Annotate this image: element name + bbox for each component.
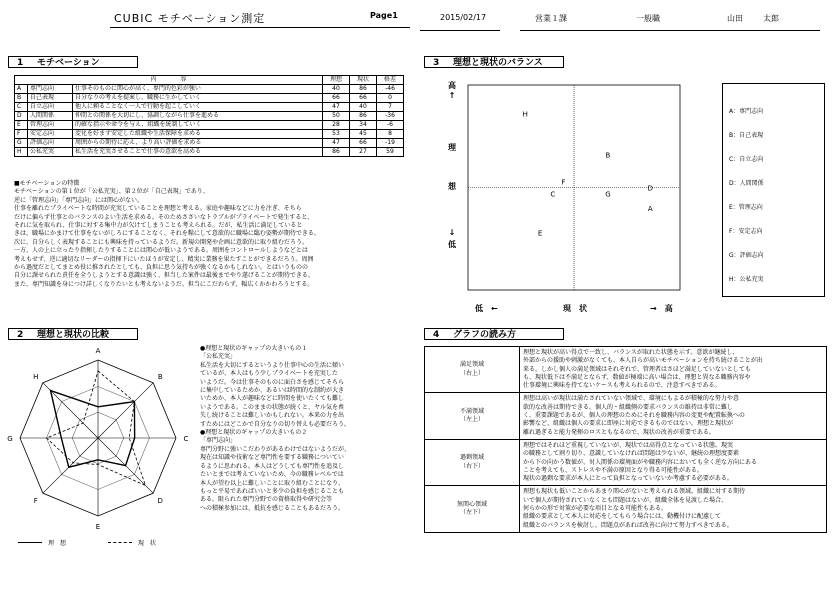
guide-row-text-cell <box>520 439 827 485</box>
legend-item: E：管理志向 <box>729 204 763 211</box>
gap1-line: いようである。このままの状態が続くと、ヤル気を喪 <box>200 403 344 411</box>
table-row <box>15 103 404 112</box>
legend-item: H：公私充実 <box>729 276 764 283</box>
guide-row-label-cell <box>425 393 520 439</box>
scatter-point-label: G <box>605 190 611 199</box>
table-row <box>15 139 404 148</box>
gap1-heading: ●理想と現状のギャップの大きいもの１ <box>200 345 308 352</box>
row-name: 自立志向 <box>28 103 73 112</box>
gap2-line: への積極参加には、抵抗を感じることもあるだろう。 <box>200 504 345 512</box>
guide-row-line: 理想も現状も低いことからあまり関心がないと考えられる領域。組織に対する期待 <box>523 488 746 496</box>
x-axis-title: 現 状 <box>563 304 587 313</box>
gap2-line: ある。限られた専門分野での資格取得や研究会等 <box>200 496 333 504</box>
row-gap: 0 <box>377 94 404 103</box>
row-letter: H <box>15 148 28 157</box>
guide-row-label-cell <box>425 486 520 532</box>
gap2-item: 「専門志向」 <box>200 437 237 445</box>
gap1-line: いためか、本人が趣味などに時間を使いたくても難し <box>200 395 345 403</box>
row-name: 安定志向 <box>28 130 73 139</box>
gap1-line: すためにはどこかで自分なりの切り替えも必要だろう。 <box>200 420 351 428</box>
row-gap: -46 <box>377 85 404 94</box>
guide-row-line: から下の向かう数値が、対人関係の環境面がや職務内容においても全く逆な方向にある <box>523 458 758 466</box>
reading-guide-table <box>424 346 827 533</box>
row-description: 的確な指示や命令を与え、組織を統制していく <box>73 121 323 130</box>
guide-row-sublabel: （右下） <box>459 462 484 470</box>
table-row <box>15 148 404 157</box>
balance-legend <box>722 83 825 297</box>
section4-header <box>424 328 564 340</box>
traits-line: 考えもせず、逆に適切なリーダーの指揮下にいたほうが安定し、精実に業務を果たすことができるだろう。周囲 <box>14 255 314 263</box>
guide-row-sublabel: （左下） <box>459 509 484 517</box>
row-description: 変化を好まず安定した組織や生活保障を求める <box>73 130 323 139</box>
row-gap: -19 <box>377 139 404 148</box>
section3-number: 3 <box>433 58 440 68</box>
radar-axis-label: G <box>7 435 13 443</box>
guide-row-line: 欲的な改善は期待できる。個人的・組織側の要求バランスの維持は非常に難し <box>523 403 733 411</box>
traits-line: から過度だとしてまとめ役に推されたとしても、負担に思う気持ちが強くなるかもしれない。とはいうものの <box>14 264 309 272</box>
report-title: CUBIC モチベーション測定 <box>114 12 266 25</box>
traits-line: 仕事を離れたプライベートな時間が充実していることを理想と考える。家庭や趣味などに力を注ぎ、そちら <box>14 205 302 213</box>
gap1-line: 私生活を大切にするというより仕事中心の生活に傾い <box>200 361 345 369</box>
row-gap: 59 <box>377 148 404 157</box>
row-description: 他人に頼ることなく一人で行動を起こしていく <box>73 103 323 112</box>
position: 一般職 <box>636 14 660 23</box>
row-description: 仕事そのものに関心が高く、専門的色彩が強い <box>73 85 323 94</box>
guide-row-line: ことを考えても、ストレスや不満の原因となり得る可能性がある。 <box>523 466 703 474</box>
scatter-point-label: F <box>561 178 566 187</box>
section1-title: モチベーション <box>37 58 100 68</box>
gap2-line: 現在は知識や技術など専門性を要する職務についてい <box>200 454 344 462</box>
row-gap: 7 <box>377 103 404 112</box>
section2-header <box>8 328 138 340</box>
gap1-line: いようだ。今は仕事そのものに面白さを感じてそちら <box>200 378 345 386</box>
guide-row <box>425 393 827 439</box>
guide-row-line: の職務として割り切り、意識していなければ問題は少ないが、継続の理想度要素 <box>523 450 740 458</box>
radar-chart <box>7 345 195 555</box>
guide-row-text-cell <box>520 486 827 532</box>
row-description: 周囲からの期待に応え、より高い評価を求める <box>73 139 323 148</box>
scatter-point-label: C <box>550 190 556 199</box>
table-row <box>15 85 404 94</box>
radar-axis-label: B <box>157 372 163 381</box>
section4-title: グラフの読み方 <box>453 330 517 340</box>
title-underline <box>110 27 410 28</box>
section1-header <box>8 56 138 68</box>
row-name: 公私充実 <box>28 148 73 157</box>
row-letter: G <box>15 139 28 148</box>
section4-number: 4 <box>433 330 440 340</box>
col-actual-header: 現状 <box>350 76 377 85</box>
traits-heading: ■モチベーションの特徴 <box>14 180 80 187</box>
section2-number: 2 <box>17 330 24 340</box>
scatter-point-label: B <box>605 151 611 160</box>
radar-axis <box>98 383 153 438</box>
gap1-body <box>200 362 410 429</box>
legend-item: A：専門志向 <box>729 108 764 115</box>
row-actual: 45 <box>350 130 377 139</box>
scatter-point-label: A <box>647 205 653 213</box>
guide-row-line: 来る。しかし個人の満足領域はそれぞれで、管理者はさほど満足していないとしても <box>523 365 751 373</box>
row-ideal: 47 <box>323 139 350 148</box>
employee-last-name: 山田 <box>727 14 743 23</box>
x-axis-low: 低 ← <box>475 304 498 313</box>
row-actual: 86 <box>350 85 377 94</box>
y-axis-label-2: 想 <box>448 182 456 191</box>
guide-row-text-cell <box>520 393 827 439</box>
gap2-line: たいとまでは考えていないため、今の職務レベルでは <box>200 471 344 479</box>
guide-row <box>425 486 827 532</box>
scatter-point-label: H <box>522 110 528 119</box>
row-actual: 86 <box>350 112 377 121</box>
traits-line: それに気を取られ、仕事に対する集中力が欠けてしまうことも考えられる。だが、私生活に満足していると <box>14 222 303 230</box>
row-ideal: 86 <box>323 148 350 157</box>
row-ideal: 66 <box>323 94 350 103</box>
table-row <box>15 112 404 121</box>
table-row <box>15 121 404 130</box>
row-description: 私生活を充実させることで仕事の意欲を高める <box>73 148 323 157</box>
row-actual: 27 <box>350 148 377 157</box>
radar-series-ideal <box>51 391 135 468</box>
row-name: 専門志向 <box>28 85 73 94</box>
guide-row-line: く、重要課題であるが、個人の理想のためにそれを職務内容の変更や配置転換への <box>523 412 745 420</box>
guide-row-label: 過剰領域 <box>459 454 484 462</box>
row-name: 管理志向 <box>28 121 73 130</box>
employee-first-name: 太郎 <box>763 14 779 23</box>
department: 営業１課 <box>535 14 567 23</box>
info-underline <box>520 30 820 31</box>
guide-row-line: 組織の要求として本人に対応をしてもらう場合には、動機付けに配慮して <box>523 513 722 521</box>
gap2-heading: ●理想と現状のギャップの大きいもの２ <box>200 429 308 437</box>
guide-row-sublabel: （左上） <box>459 416 484 424</box>
gap1-line: に集中しているためか、あるいは時間的な制約が大き <box>200 387 345 395</box>
radar-axis-label: H <box>33 372 39 381</box>
balance-scatter-chart <box>466 83 696 295</box>
guide-row-line: 現状の過剰な要求が本人にとって負担となっていないか考慮する必要がある。 <box>523 475 733 483</box>
section2-title: 理想と現状の比較 <box>37 330 110 340</box>
col-content-header: 内 容 <box>15 76 323 85</box>
row-ideal: 50 <box>323 112 350 121</box>
guide-row-line: 理想は高いが現状は満たされていない領域で、環境にもよるが積極的な努力や意 <box>523 395 739 403</box>
gap1-item: 「公私充実」 <box>200 353 237 361</box>
scatter-point-label: E <box>537 229 543 238</box>
guide-row-line: 理想ではそれほど重視していないが、現状では高得点となっている状態。現実 <box>523 441 734 449</box>
legend-item: D：人間関係 <box>729 180 764 187</box>
guide-row <box>425 439 827 485</box>
legend-item: G：評価志向 <box>729 252 764 259</box>
gap2-line: 本人が望む以上に難しいことに取り組むことになり、 <box>200 479 345 487</box>
y-axis-label-1: 理 <box>448 143 456 152</box>
row-ideal: 53 <box>323 130 350 139</box>
radar-axis-label: E <box>95 523 101 531</box>
traits-line: 逆に「管理志向」「専門志向」には関心がない。 <box>14 196 144 204</box>
row-ideal: 40 <box>323 85 350 94</box>
guide-row-label-cell <box>425 347 520 393</box>
row-description: 仲間との関係を大切にし、協調しながら仕事を進める <box>73 112 323 121</box>
traits-line: きは、職場にかまけて仕事をないがしろにすることなく、それを糧にして意欲的に職場に臨む姿勢が期待できる。 <box>14 230 320 238</box>
legend-actual-label: 現 状 <box>138 540 157 547</box>
reading-guide-body <box>425 347 827 533</box>
row-letter: F <box>15 130 28 139</box>
traits-line: だけに偏らず仕事とのバランスのよい生活を求める。そのためささいなトラブルがプライベートで発生すると、 <box>14 213 314 221</box>
row-actual: 66 <box>350 94 377 103</box>
gap1-line: ているが、本人はもう少しプライベートを充実した <box>200 370 338 378</box>
gap2-line: もっと平易であればいいと多少の負担を感じることも <box>200 487 345 495</box>
down-arrow-icon: ↓ <box>448 228 456 237</box>
guide-row-line: 何らかの形で対策が必要な項目となる可能性もある。 <box>523 505 668 513</box>
row-gap: -6 <box>377 121 404 130</box>
row-actual: 40 <box>350 103 377 112</box>
col-gap-header: 格差 <box>377 76 404 85</box>
guide-row-text-cell <box>520 347 827 393</box>
traits-line: モチベーションの第１位が「公私充実」、第２位が「自己表現」であり、 <box>14 188 209 196</box>
row-letter: D <box>15 112 28 121</box>
motivation-table-body <box>15 85 404 157</box>
traits-line: 次に、自分らしく表現することにも興味を持っているようだ。新規の開発や企画に意欲的に取り組むだろう。 <box>14 238 309 246</box>
radar-axis-label: D <box>157 497 163 506</box>
guide-row-label-cell <box>425 439 520 485</box>
legend-item: C：自立志向 <box>729 156 764 163</box>
row-letter: E <box>15 121 28 130</box>
date-underline <box>420 30 500 31</box>
y-axis-label <box>445 80 459 250</box>
legend-ideal-label: 理 想 <box>48 540 67 547</box>
up-arrow-icon: ↑ <box>448 91 456 100</box>
guide-row-label: 無関心領域 <box>456 500 487 508</box>
table-row <box>15 94 404 103</box>
guide-row-line: 影響など、組織は個人の要求に即座に対応できるものではない。理想と現状が <box>523 420 734 428</box>
gap1-line: 失し続けることは難しいかもしれない。本来の力を出 <box>200 412 345 420</box>
section3-header <box>424 56 564 68</box>
row-letter: B <box>15 94 28 103</box>
gap2-line: るように思われる。本人はどうしても専門性を追及し <box>200 462 345 470</box>
legend-ideal-line <box>18 542 42 543</box>
row-name: 評価志向 <box>28 139 73 148</box>
guide-row-line: 外部からの援助や刺激がなくても、本人自らが高いモチベーションを持ち続けることが出 <box>523 357 763 365</box>
legend-item: B：自己表現 <box>729 132 764 139</box>
row-letter: C <box>15 103 28 112</box>
radar-axis-label: A <box>95 347 101 355</box>
radar-axis-label: C <box>183 435 189 443</box>
row-ideal: 47 <box>323 103 350 112</box>
row-gap: -36 <box>377 112 404 121</box>
guide-row-line: 理想と現状が高い得点で一致し、バランスが取れた状態を示す。意欲が継続し、 <box>523 349 739 356</box>
table-row <box>15 130 404 139</box>
row-letter: A <box>15 85 28 94</box>
x-axis-high: → 高 <box>650 304 673 313</box>
col-ideal-header: 理想 <box>323 76 350 85</box>
motivation-traits <box>14 180 409 289</box>
gap-analysis <box>200 345 410 513</box>
row-name: 自己表現 <box>28 94 73 103</box>
motivation-table <box>14 75 404 157</box>
guide-row-line: いで個人が期待されていなくとも問題はないが、組織全体を見渡した場合、 <box>523 496 728 504</box>
row-gap: 8 <box>377 130 404 139</box>
guide-row-line: 仕事環境に興味を持てないケースも考えられるので、注意すべきである。 <box>523 382 721 390</box>
guide-row <box>425 347 827 393</box>
row-description: 自分なりの考えを提案し、職務に生かしていく <box>73 94 323 103</box>
guide-row-line: 離れ過ぎると能力発揮のロスともなるので、現状の改善が重要である。 <box>523 428 715 436</box>
radar-legend <box>18 538 188 550</box>
section3-title: 理想と現状のバランス <box>453 58 543 68</box>
y-axis-high: 高 <box>448 81 456 90</box>
legend-item: F：安定志向 <box>729 228 763 235</box>
gap2-line: 専門分野に強いこだわりがあるわけではないようだが、 <box>200 445 351 453</box>
row-actual: 66 <box>350 139 377 148</box>
report-date: 2015/02/17 <box>440 13 487 22</box>
y-axis-low: 低 <box>448 240 456 249</box>
row-actual: 34 <box>350 121 377 130</box>
guide-row-line: 組織とのバランスを検討し、問題点があれば改善に向けて努力すべきである。 <box>523 521 733 529</box>
row-ideal: 28 <box>323 121 350 130</box>
gap2-body <box>200 446 410 513</box>
row-name: 人間関係 <box>28 112 73 121</box>
traits-line: 一方、人の上に立ったり指揮したりすることには関心が低いようである。周囲をコントロールしようなどとは <box>14 247 308 255</box>
guide-row-label: 満足領域 <box>459 361 484 369</box>
guide-row-label: 不満領域 <box>459 407 484 415</box>
section1-number: 1 <box>17 58 24 68</box>
traits-line: 自分に課せられた責任を全うしようとする意識は強く、担当した案件は最後までやり遂げることが期待できる。 <box>14 272 314 280</box>
scatter-point-label: D <box>647 184 654 193</box>
radar-series-actual <box>47 371 146 486</box>
radar-axis <box>43 438 98 493</box>
traits-line: また、専門知識を身につけ詳しくなりたいとも考えないようだ。担当にこだわらず、幅広くかかわろうとする。 <box>14 280 314 288</box>
page-number: Page1 <box>370 11 398 20</box>
guide-row-sublabel: （右上） <box>459 369 484 377</box>
guide-row-line: も、現状低下は不満足とならず、数値が極端に高い場合は、理想と異なる職務内容や <box>523 373 751 381</box>
legend-actual-line <box>108 542 132 543</box>
radar-axis-label: F <box>33 497 38 506</box>
traits-body <box>14 188 409 289</box>
